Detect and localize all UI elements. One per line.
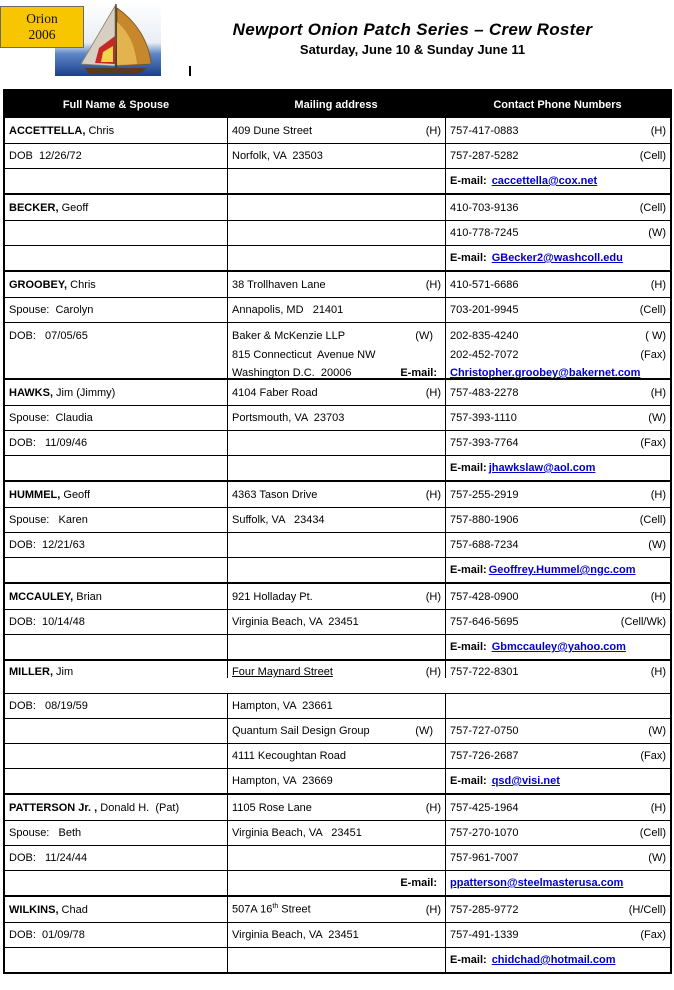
address-cell — [227, 795, 445, 820]
phone-number: 757-726-2687 — [450, 750, 519, 762]
table-header-row — [5, 91, 670, 118]
phone-type: (W) — [648, 725, 666, 737]
address-line — [232, 903, 311, 916]
phone-type: (Fax) — [640, 437, 666, 449]
phone-line — [450, 327, 666, 346]
first-name: Brian — [73, 590, 102, 603]
text-cursor — [189, 66, 191, 76]
work-address-cell — [227, 769, 445, 793]
crew-block-becker — [5, 195, 670, 272]
table-row — [5, 768, 670, 793]
table-row — [5, 870, 670, 895]
logo-badge — [0, 6, 84, 48]
empty-cell — [227, 846, 445, 870]
phone-type: (Cell) — [639, 514, 666, 526]
work-address-cell — [227, 719, 445, 743]
dob-cell — [5, 323, 227, 378]
address-line: 4104 Faber Road — [232, 386, 318, 399]
phone-cell — [445, 610, 670, 634]
phone-number: 757-255-2919 — [450, 488, 519, 501]
table-row — [5, 430, 670, 455]
empty-cell — [227, 221, 445, 245]
phone-type: (Fax) — [640, 750, 666, 762]
phone-line — [450, 364, 666, 378]
phone-type: (Cell) — [639, 827, 666, 839]
first-name: Geoff — [58, 201, 89, 214]
first-name: Donald H. (Pat) — [97, 801, 180, 814]
last-name: ACCETTELLA, — [9, 124, 86, 137]
address-cell — [227, 508, 445, 532]
col-header-name: Full Name & Spouse — [62, 98, 170, 111]
phone-cell — [445, 195, 670, 220]
phone-type: (H) — [650, 124, 666, 137]
work-company: Quantum Sail Design Group — [232, 725, 370, 737]
empty-cell — [227, 948, 445, 972]
address-line: 4363 Tason Drive — [232, 488, 318, 501]
work-city: Washington D.C. 20006 — [232, 367, 352, 378]
empty-cell — [227, 635, 445, 659]
phone-number: 757-287-5282 — [450, 150, 519, 162]
logo-text-line1: Orion — [26, 11, 58, 26]
address-city: Portsmouth, VA 23703 — [232, 412, 345, 424]
email-cell — [445, 948, 670, 972]
email-label: E-mail: — [450, 564, 487, 576]
empty-cell — [227, 169, 445, 193]
email-cell — [445, 635, 670, 659]
email-label: E-mail: — [400, 367, 437, 378]
table-row — [5, 220, 670, 245]
empty-cell — [5, 719, 227, 743]
name-cell — [5, 195, 227, 220]
first-name: Jim (Jimmy) — [53, 386, 116, 399]
phone-number: 757-688-7234 — [450, 539, 519, 551]
table-row — [5, 584, 670, 609]
phone-number: 757-722-8301 — [450, 666, 519, 678]
last-name: WILKINS, — [9, 903, 59, 916]
address-cell — [227, 661, 445, 678]
first-name: Chris — [85, 124, 115, 137]
spouse-cell: Spouse: Claudia — [9, 412, 93, 424]
dob-cell: DOB: 11/09/46 — [9, 437, 88, 449]
spouse-cell: Spouse: Beth — [9, 827, 82, 839]
email-link[interactable]: Geoffrey.Hummel@ngc.com — [488, 564, 636, 576]
phone-number: 757-961-7007 — [450, 852, 519, 864]
address-line: Four Maynard Street — [232, 666, 333, 678]
work-street: 815 Connecticut Avenue NW — [232, 348, 376, 361]
address-cell — [227, 118, 445, 143]
name-cell — [5, 272, 227, 297]
phone-type: (W) — [648, 539, 666, 551]
table-row — [5, 609, 670, 634]
orion-logo — [0, 0, 162, 76]
phone-number: 757-428-0900 — [450, 590, 519, 603]
address-cell — [227, 694, 445, 718]
address-type: (W) — [415, 330, 433, 342]
name-cell — [5, 482, 227, 507]
address-city: Virginia Beach, VA 23451 — [232, 929, 359, 941]
table-row — [5, 947, 670, 972]
table-row — [5, 118, 670, 143]
phone-type: ( W) — [645, 330, 666, 342]
address-city: Norfolk, VA 23503 — [232, 150, 323, 162]
phone-number: 410-778-7245 — [450, 227, 519, 239]
crew-block-patterson — [5, 795, 670, 897]
name-cell — [5, 897, 227, 922]
phone-cell — [445, 846, 670, 870]
empty-cell — [227, 456, 445, 480]
name-cell — [5, 584, 227, 609]
table-row — [5, 845, 670, 870]
email-label: E-mail: — [450, 641, 487, 653]
phone-number: 757-491-1339 — [450, 929, 519, 941]
work-line — [232, 346, 441, 365]
phone-cell — [445, 380, 670, 405]
last-name: HAWKS, — [9, 386, 53, 399]
email-cell — [445, 169, 670, 193]
phone-cell — [445, 144, 670, 168]
address-type: (H) — [425, 903, 441, 916]
table-row — [5, 532, 670, 557]
phone-number: 757-393-1110 — [450, 412, 517, 424]
email-label: E-mail: — [450, 252, 487, 264]
phone-cell — [445, 923, 670, 947]
address-number: 507A 16 — [232, 903, 273, 916]
email-link[interactable]: Christopher.groobey@bakernet.com — [450, 367, 641, 378]
address-cell — [227, 298, 445, 322]
email-link[interactable]: caccettella@cox.net — [491, 175, 598, 187]
address-line: 1105 Rose Lane — [232, 801, 312, 814]
crew-roster-table — [3, 89, 672, 974]
address-type: (H) — [425, 386, 441, 399]
dob-cell: DOB 12/26/72 — [9, 150, 82, 162]
table-row — [5, 693, 670, 718]
table-row — [5, 718, 670, 743]
empty-cell — [227, 558, 445, 582]
phone-type: (W) — [648, 227, 666, 239]
phone-line — [450, 346, 666, 365]
address-ordinal: th — [272, 903, 279, 911]
phone-type: (H) — [650, 590, 666, 603]
table-row — [5, 322, 670, 378]
empty-cell — [5, 456, 227, 480]
table-row — [5, 507, 670, 532]
phone-number: 757-880-1906 — [450, 514, 519, 526]
phone-number: 757-425-1964 — [450, 801, 519, 814]
phone-type: (H/Cell) — [628, 903, 666, 916]
phone-cell — [445, 118, 670, 143]
phone-type: (H) — [650, 666, 666, 678]
email-cell — [445, 871, 670, 895]
address-cell — [227, 821, 445, 845]
empty-cell — [5, 871, 227, 895]
spouse-cell: Spouse: Carolyn — [9, 304, 94, 316]
table-row — [5, 168, 670, 193]
col-header-address: Mailing address — [294, 98, 378, 111]
phone-cell — [445, 719, 670, 743]
phone-cell — [445, 482, 670, 507]
dob-cell: DOB: 12/21/63 — [9, 539, 85, 551]
work-city: Hampton, VA 23669 — [232, 775, 333, 787]
phone-type: (H) — [650, 801, 666, 814]
crew-block-accettella — [5, 118, 670, 195]
crew-block-wilkins — [5, 897, 670, 972]
phone-number: 757-646-5695 — [450, 616, 519, 628]
dob-cell: DOB: 10/14/48 — [9, 616, 85, 628]
table-row — [5, 743, 670, 768]
empty-cell — [227, 533, 445, 557]
empty-cell — [445, 694, 670, 718]
name-cell — [5, 795, 227, 820]
phone-cell — [445, 661, 670, 678]
crew-block-miller — [5, 661, 670, 795]
phone-number: 757-285-9772 — [450, 903, 519, 916]
address-cell — [227, 482, 445, 507]
address-city: Suffolk, VA 23434 — [232, 514, 325, 526]
dob-text: DOB: 07/05/65 — [9, 330, 88, 342]
last-name: PATTERSON Jr. , — [9, 801, 98, 814]
address-cell — [227, 272, 445, 297]
phone-type: (Fax) — [640, 929, 666, 941]
table-row — [5, 455, 670, 480]
address-type: (H) — [425, 801, 441, 814]
phone-cell — [445, 584, 670, 609]
dob-cell: DOB: 08/19/59 — [9, 700, 88, 712]
address-line: 409 Dune Street — [232, 124, 313, 137]
phone-number: 410-571-6686 — [450, 278, 519, 291]
phone-type: (Fax) — [640, 348, 666, 361]
address-city: Virginia Beach, VA 23451 — [232, 827, 362, 839]
dob-cell: DOB: 11/24/44 — [9, 852, 88, 864]
phone-cell — [445, 795, 670, 820]
email-cell — [445, 769, 670, 793]
email-cell — [445, 246, 670, 270]
work-line — [232, 364, 441, 378]
phone-type: (Cell) — [639, 150, 666, 162]
address-type: (H) — [425, 124, 441, 137]
email-label: E-mail: — [450, 175, 487, 187]
phone-number: 757-483-2278 — [450, 386, 519, 399]
phone-type: (H) — [650, 488, 666, 501]
phone-type: (H) — [650, 278, 666, 291]
empty-cell — [5, 769, 227, 793]
address-cell — [227, 610, 445, 634]
address-cell — [227, 406, 445, 430]
first-name: Jim — [53, 666, 74, 678]
address-cell — [227, 380, 445, 405]
first-name: Chris — [67, 278, 96, 291]
phone-cell — [445, 508, 670, 532]
table-row — [5, 297, 670, 322]
name-cell — [5, 118, 227, 143]
phone-type: (W) — [648, 412, 666, 424]
first-name: Geoff — [60, 488, 91, 501]
work-line — [232, 327, 441, 346]
phone-number: 757-727-0750 — [450, 725, 519, 737]
empty-cell — [227, 246, 445, 270]
name-cell — [5, 661, 227, 678]
table-row — [5, 557, 670, 582]
address-type: (H) — [425, 666, 441, 678]
table-row — [5, 482, 670, 507]
empty-cell — [5, 246, 227, 270]
address-city: Hampton, VA 23661 — [232, 700, 333, 712]
table-row — [5, 820, 670, 845]
spouse-cell: Spouse: Karen — [9, 514, 88, 526]
last-name: BECKER, — [9, 201, 59, 214]
address-line: 921 Holladay Pt. — [232, 590, 313, 603]
phone-number: 757-417-0883 — [450, 124, 519, 137]
address-city: Virginia Beach, VA 23451 — [232, 616, 359, 628]
phone-cell — [445, 744, 670, 768]
phone-type: (H) — [650, 386, 666, 399]
phone-number: 757-270-1070 — [450, 827, 519, 839]
address-cell — [227, 584, 445, 609]
phone-cell — [445, 323, 670, 378]
table-row — [5, 143, 670, 168]
empty-cell — [5, 635, 227, 659]
work-street: 4111 Kecoughtan Road — [232, 750, 346, 762]
phone-number: 703-201-9945 — [450, 304, 519, 316]
work-address-cell — [227, 744, 445, 768]
phone-cell — [445, 221, 670, 245]
last-name: MILLER, — [9, 666, 53, 678]
empty-cell — [5, 558, 227, 582]
empty-cell — [227, 195, 445, 220]
name-cell — [5, 380, 227, 405]
phone-cell — [445, 821, 670, 845]
phone-cell — [445, 533, 670, 557]
address-type: (H) — [425, 590, 441, 603]
email-link[interactable]: Gbmccauley@yahoo.com — [491, 641, 626, 653]
phone-cell — [445, 897, 670, 922]
phone-type: (W) — [648, 852, 666, 864]
table-row — [5, 380, 670, 405]
phone-cell — [445, 431, 670, 455]
table-row — [5, 195, 670, 220]
address-type: (H) — [425, 488, 441, 501]
address-type: (H) — [425, 278, 441, 291]
table-row — [5, 897, 670, 922]
work-company: Baker & McKenzie LLP — [232, 330, 346, 342]
phone-type: (Cell/Wk) — [620, 616, 666, 628]
phone-type: (Cell) — [639, 201, 666, 214]
email-link[interactable]: chidchad@hotmail.com — [491, 954, 616, 966]
email-link[interactable]: qsd@visi.net — [491, 775, 560, 787]
first-name: Chad — [58, 903, 88, 916]
address-type: (W) — [415, 725, 433, 737]
phone-cell — [445, 406, 670, 430]
table-row — [5, 661, 670, 693]
col-header-phone: Contact Phone Numbers — [493, 98, 622, 111]
email-cell — [445, 456, 670, 480]
table-row — [5, 634, 670, 659]
phone-cell — [445, 272, 670, 297]
address-cell — [227, 923, 445, 947]
empty-cell — [227, 431, 445, 455]
phone-type: (Cell) — [639, 304, 666, 316]
email-label: E-mail: — [450, 775, 487, 787]
email-label: E-mail: — [400, 877, 437, 889]
phone-number: 202-835-4240 — [450, 330, 519, 342]
email-cell — [445, 558, 670, 582]
phone-cell — [445, 298, 670, 322]
last-name: HUMMEL, — [9, 488, 61, 501]
last-name: MCCAULEY, — [9, 590, 74, 603]
table-row — [5, 795, 670, 820]
empty-cell — [5, 744, 227, 768]
empty-cell — [5, 221, 227, 245]
title-block — [190, 20, 635, 57]
crew-block-groobey — [5, 272, 670, 380]
crew-block-hawks — [5, 380, 670, 482]
email-link[interactable]: GBecker2@washcoll.edu — [491, 252, 623, 264]
table-row — [5, 922, 670, 947]
address-line: 38 Trollhaven Lane — [232, 278, 326, 291]
address-cell — [227, 144, 445, 168]
crew-block-mccauley — [5, 584, 670, 661]
address-cell — [227, 897, 445, 922]
table-row — [5, 272, 670, 297]
email-label-cell — [227, 871, 445, 895]
email-label: E-mail: — [450, 954, 487, 966]
table-row — [5, 245, 670, 270]
logo-text-line2: 2006 — [28, 27, 56, 42]
phone-number: 757-393-7764 — [450, 437, 519, 449]
dob-cell: DOB: 01/09/78 — [9, 929, 85, 941]
phone-number: 410-703-9136 — [450, 201, 519, 214]
address-city: Annapolis, MD 21401 — [232, 304, 344, 316]
empty-cell — [5, 948, 227, 972]
crew-block-hummel — [5, 482, 670, 584]
phone-number: 202-452-7072 — [450, 348, 519, 361]
table-row — [5, 405, 670, 430]
email-link[interactable]: jhawkslaw@aol.com — [488, 462, 596, 474]
page-title: Newport Onion Patch Series – Crew Roster — [232, 20, 593, 39]
page-subtitle: Saturday, June 10 & Sunday June 11 — [299, 42, 526, 57]
address-street: Street — [278, 903, 311, 916]
work-address-cell — [227, 323, 445, 378]
empty-cell — [5, 169, 227, 193]
last-name: GROOBEY, — [9, 278, 68, 291]
email-link[interactable]: ppatterson@steelmasterusa.com — [450, 877, 624, 889]
email-label: E-mail: — [450, 462, 487, 474]
